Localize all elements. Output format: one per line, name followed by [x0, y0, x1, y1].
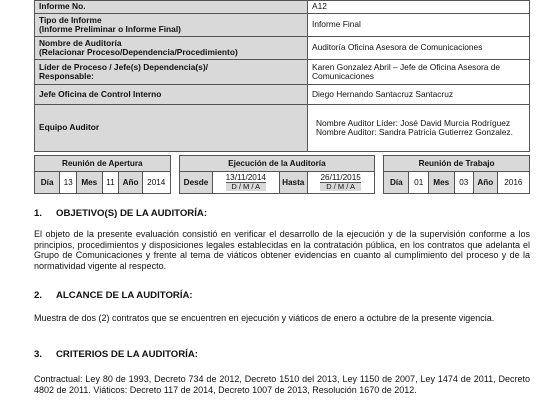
column-gap	[170, 172, 180, 194]
execution-from-cell	[212, 172, 279, 194]
meetings-header-row	[35, 156, 530, 172]
column-gap	[374, 156, 384, 172]
info-value: Nombre Auditor Líder: José David Murcia Rodríguez Nombre Auditor: Sandra Patricia Gutierrez Gonzalez.	[308, 105, 530, 152]
section-text-criteria: Contractual: Ley 80 de 1993, Decreto 734 de 2012, Decreto 1510 del 2013, Ley 1150 de 2007, Ley 1474 de 2011, Decreto 4802 de 2011. Viáticos: Decreto 117 de 2014, Decreto 1007 de 2013, Resolución 1670 de 2012.	[34, 374, 530, 395]
section-number: 1.	[34, 208, 43, 219]
execution-from-label: Desde	[180, 172, 213, 194]
execution-from-date: 13/11/2014	[225, 172, 266, 182]
work-meeting-title: Reunión de Trabajo	[384, 156, 530, 172]
section-text-scope: Muestra de dos (2) contratos que se encuentren en ejecución y viáticos de enero a octubre de la presente vigencia.	[34, 313, 495, 323]
section-heading-objectives	[34, 208, 207, 219]
date-format-hint: D / M / A	[226, 183, 266, 191]
info-value: Karen Gonzalez Abril – Jefe de Oficina Asesora de Comunicaciones	[308, 60, 530, 85]
execution-title: Ejecución de la Auditoría	[180, 156, 375, 172]
work-month-label: Mes	[428, 172, 454, 194]
column-gap	[374, 172, 384, 194]
section-title: OBJETIVO(S) DE LA AUDITORÍA:	[56, 208, 208, 219]
info-value: Informe Final	[308, 14, 530, 37]
column-gap	[170, 156, 180, 172]
info-row-process-leader	[35, 60, 530, 85]
opening-year-label: Año	[119, 172, 143, 194]
info-label: Informe No.	[35, 1, 308, 14]
section-heading-criteria	[34, 349, 198, 360]
info-value: Auditoría Oficina Asesora de Comunicaciones	[308, 37, 530, 60]
work-day: 01	[409, 172, 428, 194]
section-text-objectives: El objeto de la presente evaluación consistió en verificar el desarrollo de la ejecución y de la supervisión conforme a los principios, procedimientos y disposiciones legales establecidas en la contratación pública, en los contratos que adelanta el Grupo de Comunicaciones y frente al tema de viáticos obtener evidencias en cuanto al cumplimiento del proceso y de la normatividad vigente al respecto.	[34, 229, 530, 271]
info-row-report-number	[35, 1, 530, 14]
info-label: Líder de Proceso / Jefe(s) Dependencia(s)/ Responsable:	[35, 60, 308, 85]
section-number: 3.	[34, 349, 43, 360]
work-month: 03	[454, 172, 473, 194]
date-format-hint: D / M / A	[320, 183, 360, 191]
info-label: Equipo Auditor	[35, 105, 308, 152]
opening-month: 11	[102, 172, 119, 194]
execution-to-label: Hasta	[279, 172, 307, 194]
work-year: 2016	[497, 172, 529, 194]
work-day-label: Día	[384, 172, 409, 194]
opening-day-label: Día	[35, 172, 60, 194]
meetings-table	[34, 155, 530, 194]
info-label: Nombre de Auditoría (Relacionar Proceso/Dependencia/Procedimiento)	[35, 37, 308, 60]
opening-meeting-title: Reunión de Apertura	[35, 156, 171, 172]
section-heading-scope	[34, 290, 193, 301]
info-label: Jefe Oficina de Control Interno	[35, 85, 308, 105]
meetings-values-row	[35, 172, 530, 194]
work-year-label: Año	[473, 172, 497, 194]
info-label: Tipo de Informe (Informe Preliminar o Informe Final)	[35, 14, 308, 37]
execution-to-cell	[307, 172, 374, 194]
date-box	[320, 174, 360, 191]
info-row-audit-team	[35, 105, 530, 152]
opening-year: 2014	[142, 172, 170, 194]
report-info-table	[34, 0, 530, 152]
execution-to-date: 26/11/2015	[320, 172, 361, 182]
opening-day: 13	[60, 172, 77, 194]
section-number: 2.	[34, 290, 43, 301]
section-title: CRITERIOS DE LA AUDITORÍA:	[56, 349, 198, 360]
info-value: Diego Hernando Santacruz Santacruz	[308, 85, 530, 105]
info-row-control-head	[35, 85, 530, 105]
date-box	[226, 174, 266, 191]
section-title: ALCANCE DE LA AUDITORÍA:	[56, 290, 193, 301]
info-row-audit-name	[35, 37, 530, 60]
info-value: A12	[308, 1, 530, 14]
info-row-report-type	[35, 14, 530, 37]
opening-month-label: Mes	[77, 172, 103, 194]
